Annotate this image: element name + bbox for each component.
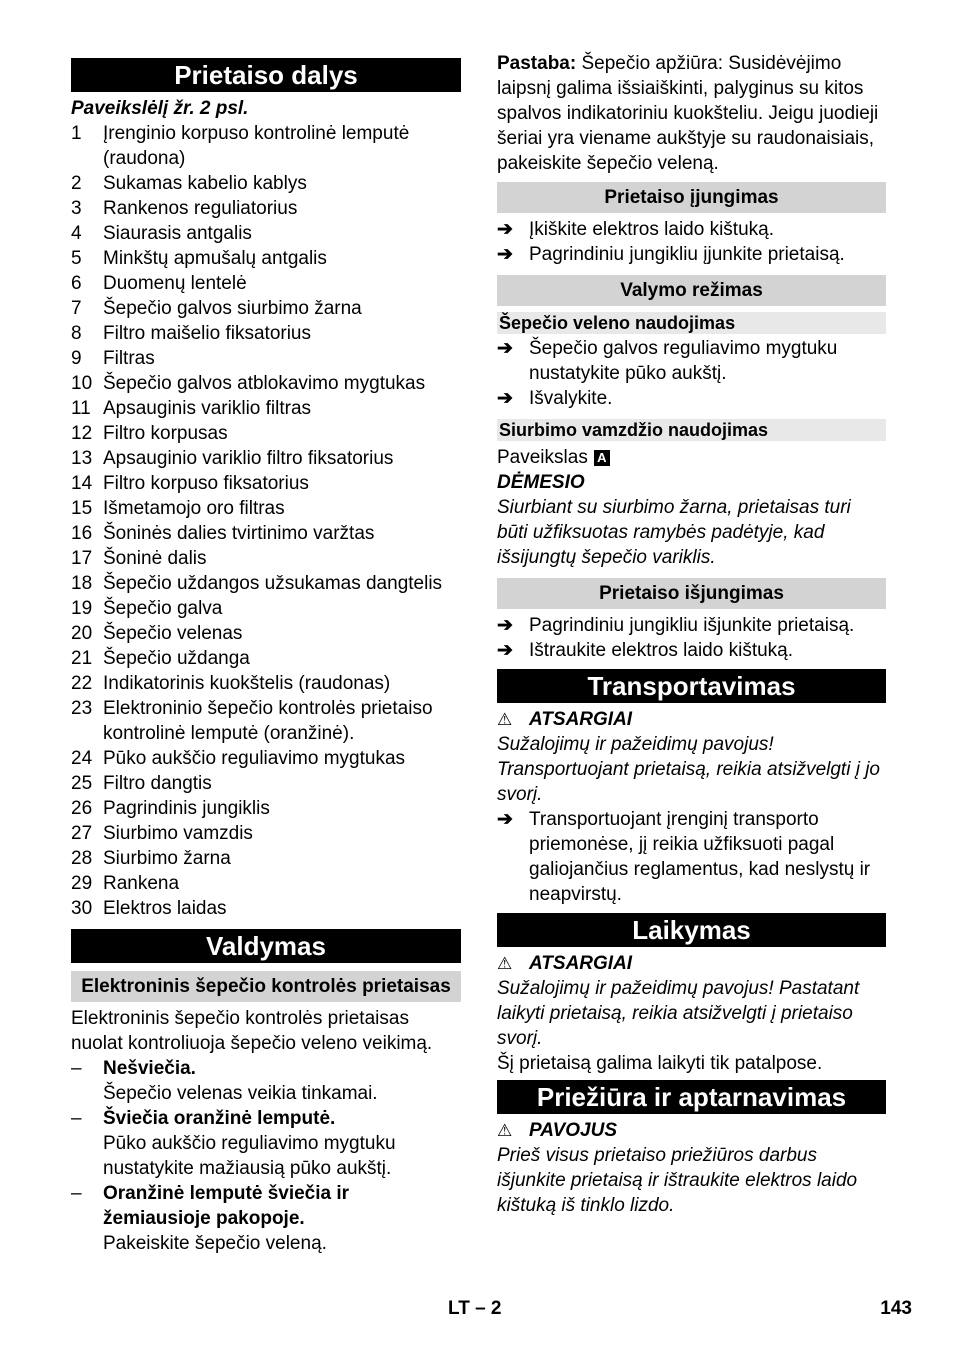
parts-list-item [71,396,461,421]
item-label: Duomenų lentelė [103,273,247,294]
footer-language: LT – 2 [448,1298,502,1319]
parts-list-item [71,271,461,296]
maintenance-heading: Priežiūra ir aptarnavimas [497,1080,886,1114]
parts-list-item [71,296,461,321]
attention-label: DĖMESIO [497,472,585,493]
parts-list-item [71,221,461,246]
note-paragraph [497,51,886,176]
figure-letter-badge: A [594,450,610,466]
item-number: 24 [71,748,93,769]
status-text: Pakeiskite šepečio veleną. [103,1233,327,1254]
item-number: 3 [71,198,82,219]
parts-list-item [71,646,461,671]
status-body [103,1181,461,1256]
item-label: Apsauginio variklio filtro fiksatorius [103,448,394,469]
item-number: 26 [71,798,93,819]
item-number: 6 [71,273,82,294]
caution-row: ⚠ ATSARGIAI [497,709,633,730]
caution-row: ⚠ ATSARGIAI [497,953,633,974]
note-text: Šepečio apžiūra: Susidėvėjimo laipsnį galima išsiaiškinti, palyginus su kitos spalvos indikatoriniu kuokšteliu. Jeigu juodieji šeriai yra viename aukštyje su raudonaisiais, pakeiskite šepečio veleną. [497,53,879,174]
arrow-icon: ➔ [497,219,513,240]
attention-text: Siurbiant su siurbimo žarna, prietaisas turi būti užfiksuotas ramybės padėtyje, kad išsijungtų šepečio variklis. [497,497,851,568]
parts-list-item [71,796,461,821]
item-label: Minkštų apmušalų antgalis [103,248,327,269]
step-item: ➔ Ištraukite elektros laido kištuką. [497,640,794,661]
parts-list-item [71,546,461,571]
item-number: 20 [71,623,93,644]
arrow-icon: ➔ [497,809,513,830]
parts-list-item [71,371,461,396]
item-number: 16 [71,523,93,544]
parts-list-item [71,471,461,496]
item-label: Filtro maišelio fiksatorius [103,323,311,344]
parts-list-item [71,896,461,921]
status-body [103,1056,461,1106]
item-number: 7 [71,298,82,319]
status-item [71,1106,461,1181]
status-title: Oranžinė lemputė šviečia ir žemiausioje pakopoje. [103,1183,350,1229]
step-item: ➔ Transportuojant įrenginį transporto priemonėse, jį reikia užfiksuoti pagal galiojančius reglamentus, kad neslystų ir neapvirstų. [497,809,871,905]
item-number: 27 [71,823,93,844]
item-label: Šoninė dalis [103,548,207,569]
parts-list-item [71,771,461,796]
item-number: 21 [71,648,93,669]
item-label: Išmetamojo oro filtras [103,498,285,519]
parts-list-item [71,346,461,371]
item-number: 18 [71,573,93,594]
maintenance-warning: Prieš visus prietaiso priežiūros darbus išjunkite prietaisą ir ištraukite elektros laido kištuką iš tinklo lizdo. [497,1145,858,1216]
left-column [71,52,461,1256]
status-text: Šepečio velenas veikia tinkamai. [103,1083,378,1104]
item-number: 14 [71,473,93,494]
item-label: Šepečio galvos siurbimo žarna [103,298,362,319]
item-number: 17 [71,548,93,569]
step-item: ➔ Įkiškite elektros laido kištuką. [497,219,774,240]
item-label: Filtro korpusas [103,423,228,444]
item-number: 30 [71,898,93,919]
item-label: Filtras [103,348,155,369]
parts-list-item [71,671,461,696]
storage-text: Šį prietaisą galima laikyti tik patalpose. [497,1053,823,1074]
parts-list-item [71,196,461,221]
item-label: Elektros laidas [103,898,227,919]
status-item [71,1056,461,1106]
item-label: Siurbimo vamzdis [103,823,253,844]
switch-on-steps [497,217,886,267]
item-label: Indikatorinis kuokštelis (raudonas) [103,673,391,694]
item-number: 8 [71,323,82,344]
dash-icon: – [71,1183,82,1204]
item-label: Filtro korpuso fiksatorius [103,473,309,494]
item-label: Šepečio galvos atblokavimo mygtukas [103,373,426,394]
item-label: Šoninės dalies tvirtinimo varžtas [103,523,375,544]
item-label: Elektroninio šepečio kontrolės prietaiso kontrolinė lemputė (oranžinė). [103,698,433,744]
arrow-icon: ➔ [497,338,513,359]
storage-warning: Sužalojimų ir pažeidimų pavojus! Pastatant laikyti prietaisą, reikia atsižvelgti į prietaiso svorį. [497,978,860,1049]
item-label: Siurbimo žarna [103,848,231,869]
parts-list-item [71,821,461,846]
parts-list-item [71,246,461,271]
item-label: Siaurasis antgalis [103,223,252,244]
item-number: 25 [71,773,93,794]
parts-list-item [71,696,461,746]
right-column [497,52,886,1218]
status-title: Šviečia oranžinė lemputė. [103,1108,336,1129]
cleaning-heading: Valymo režimas [497,275,886,306]
item-number: 12 [71,423,93,444]
parts-list [71,121,461,921]
parts-heading: Prietaiso dalys [71,58,461,92]
figure-reference: Paveikslėlį žr. 2 psl. [71,98,249,119]
switch-on-heading: Prietaiso įjungimas [497,182,886,213]
danger-row: ⚠ PAVOJUS [497,1120,617,1141]
step-item: ➔ Pagrindiniu jungikliu išjunkite prietaisą. [497,615,855,636]
item-label: Šepečio velenas [103,623,243,644]
parts-list-item [71,321,461,346]
item-label: Filtro dangtis [103,773,212,794]
item-label: Pūko aukščio reguliavimo mygtukas [103,748,406,769]
dash-icon: – [71,1058,82,1079]
status-list [71,1056,461,1256]
item-label: Rankenos reguliatorius [103,198,298,219]
parts-list-item [71,596,461,621]
item-number: 29 [71,873,93,894]
parts-list-item [71,121,461,171]
transport-heading: Transportavimas [497,669,886,703]
note-label: Pastaba: [497,53,577,74]
switch-off-heading: Prietaiso išjungimas [497,578,886,609]
step-item: ➔ Pagrindiniu jungikliu įjunkite prietaisą. [497,244,845,265]
item-label: Rankena [103,873,180,894]
parts-list-item [71,746,461,771]
item-number: 4 [71,223,82,244]
electronic-heading: Elektroninis šepečio kontrolės prietaisas [71,971,461,1002]
arrow-icon: ➔ [497,388,513,409]
item-number: 28 [71,848,93,869]
item-number: 10 [71,373,93,394]
parts-list-item [71,446,461,471]
item-number: 9 [71,348,82,369]
transport-warning: Sužalojimų ir pažeidimų pavojus! Transportuojant prietaisą, reikia atsižvelgti į jo svorį. [497,734,880,805]
step-item: ➔ Išvalykite. [497,388,613,409]
warning-icon: ⚠ [497,710,513,729]
parts-list-item [71,571,461,596]
item-label: Šepečio uždangos užsukamas dangtelis [103,573,443,594]
control-heading: Valdymas [71,929,461,963]
electronic-text: Elektroninis šepečio kontrolės prietaisas nuolat kontroliuoja šepečio veleno veikimą. [71,1008,433,1054]
warning-icon: ⚠ [497,954,513,973]
item-number: 11 [71,398,91,419]
parts-list-item [71,421,461,446]
figure-line: Paveikslas A [497,445,886,470]
status-body [103,1106,461,1181]
item-number: 19 [71,598,93,619]
item-label: Įrenginio korpuso kontrolinė lemputė (raudona) [103,123,410,169]
item-number: 15 [71,498,93,519]
tube-use-heading: Siurbimo vamzdžio naudojimas [497,419,886,441]
parts-list-item [71,521,461,546]
item-label: Šepečio uždanga [103,648,250,669]
storage-heading: Laikymas [497,913,886,947]
item-label: Apsauginis variklio filtras [103,398,312,419]
item-number: 22 [71,673,93,694]
item-number: 5 [71,248,82,269]
parts-list-item [71,171,461,196]
item-label: Sukamas kabelio kablys [103,173,307,194]
item-number: 1 [71,123,82,144]
arrow-icon: ➔ [497,615,513,636]
warning-icon: ⚠ [497,1121,513,1140]
parts-list-item [71,871,461,896]
status-title: Nešviečia. [103,1058,196,1079]
step-item: ➔ Šepečio galvos reguliavimo mygtuku nustatykite pūko aukštį. [497,338,838,384]
brush-use-heading: Šepečio veleno naudojimas [497,312,886,334]
parts-list-item [71,846,461,871]
parts-list-item [71,496,461,521]
parts-list-item [71,621,461,646]
item-number: 23 [71,698,93,719]
status-item [71,1181,461,1256]
item-number: 2 [71,173,82,194]
arrow-icon: ➔ [497,640,513,661]
dash-icon: – [71,1108,82,1129]
status-text: Pūko aukščio reguliavimo mygtuku nustatykite mažiausią pūko aukštį. [103,1133,396,1179]
item-label: Šepečio galva [103,598,223,619]
page-number: 143 [880,1298,912,1319]
item-label: Pagrindinis jungiklis [103,798,270,819]
arrow-icon: ➔ [497,244,513,265]
item-number: 13 [71,448,93,469]
